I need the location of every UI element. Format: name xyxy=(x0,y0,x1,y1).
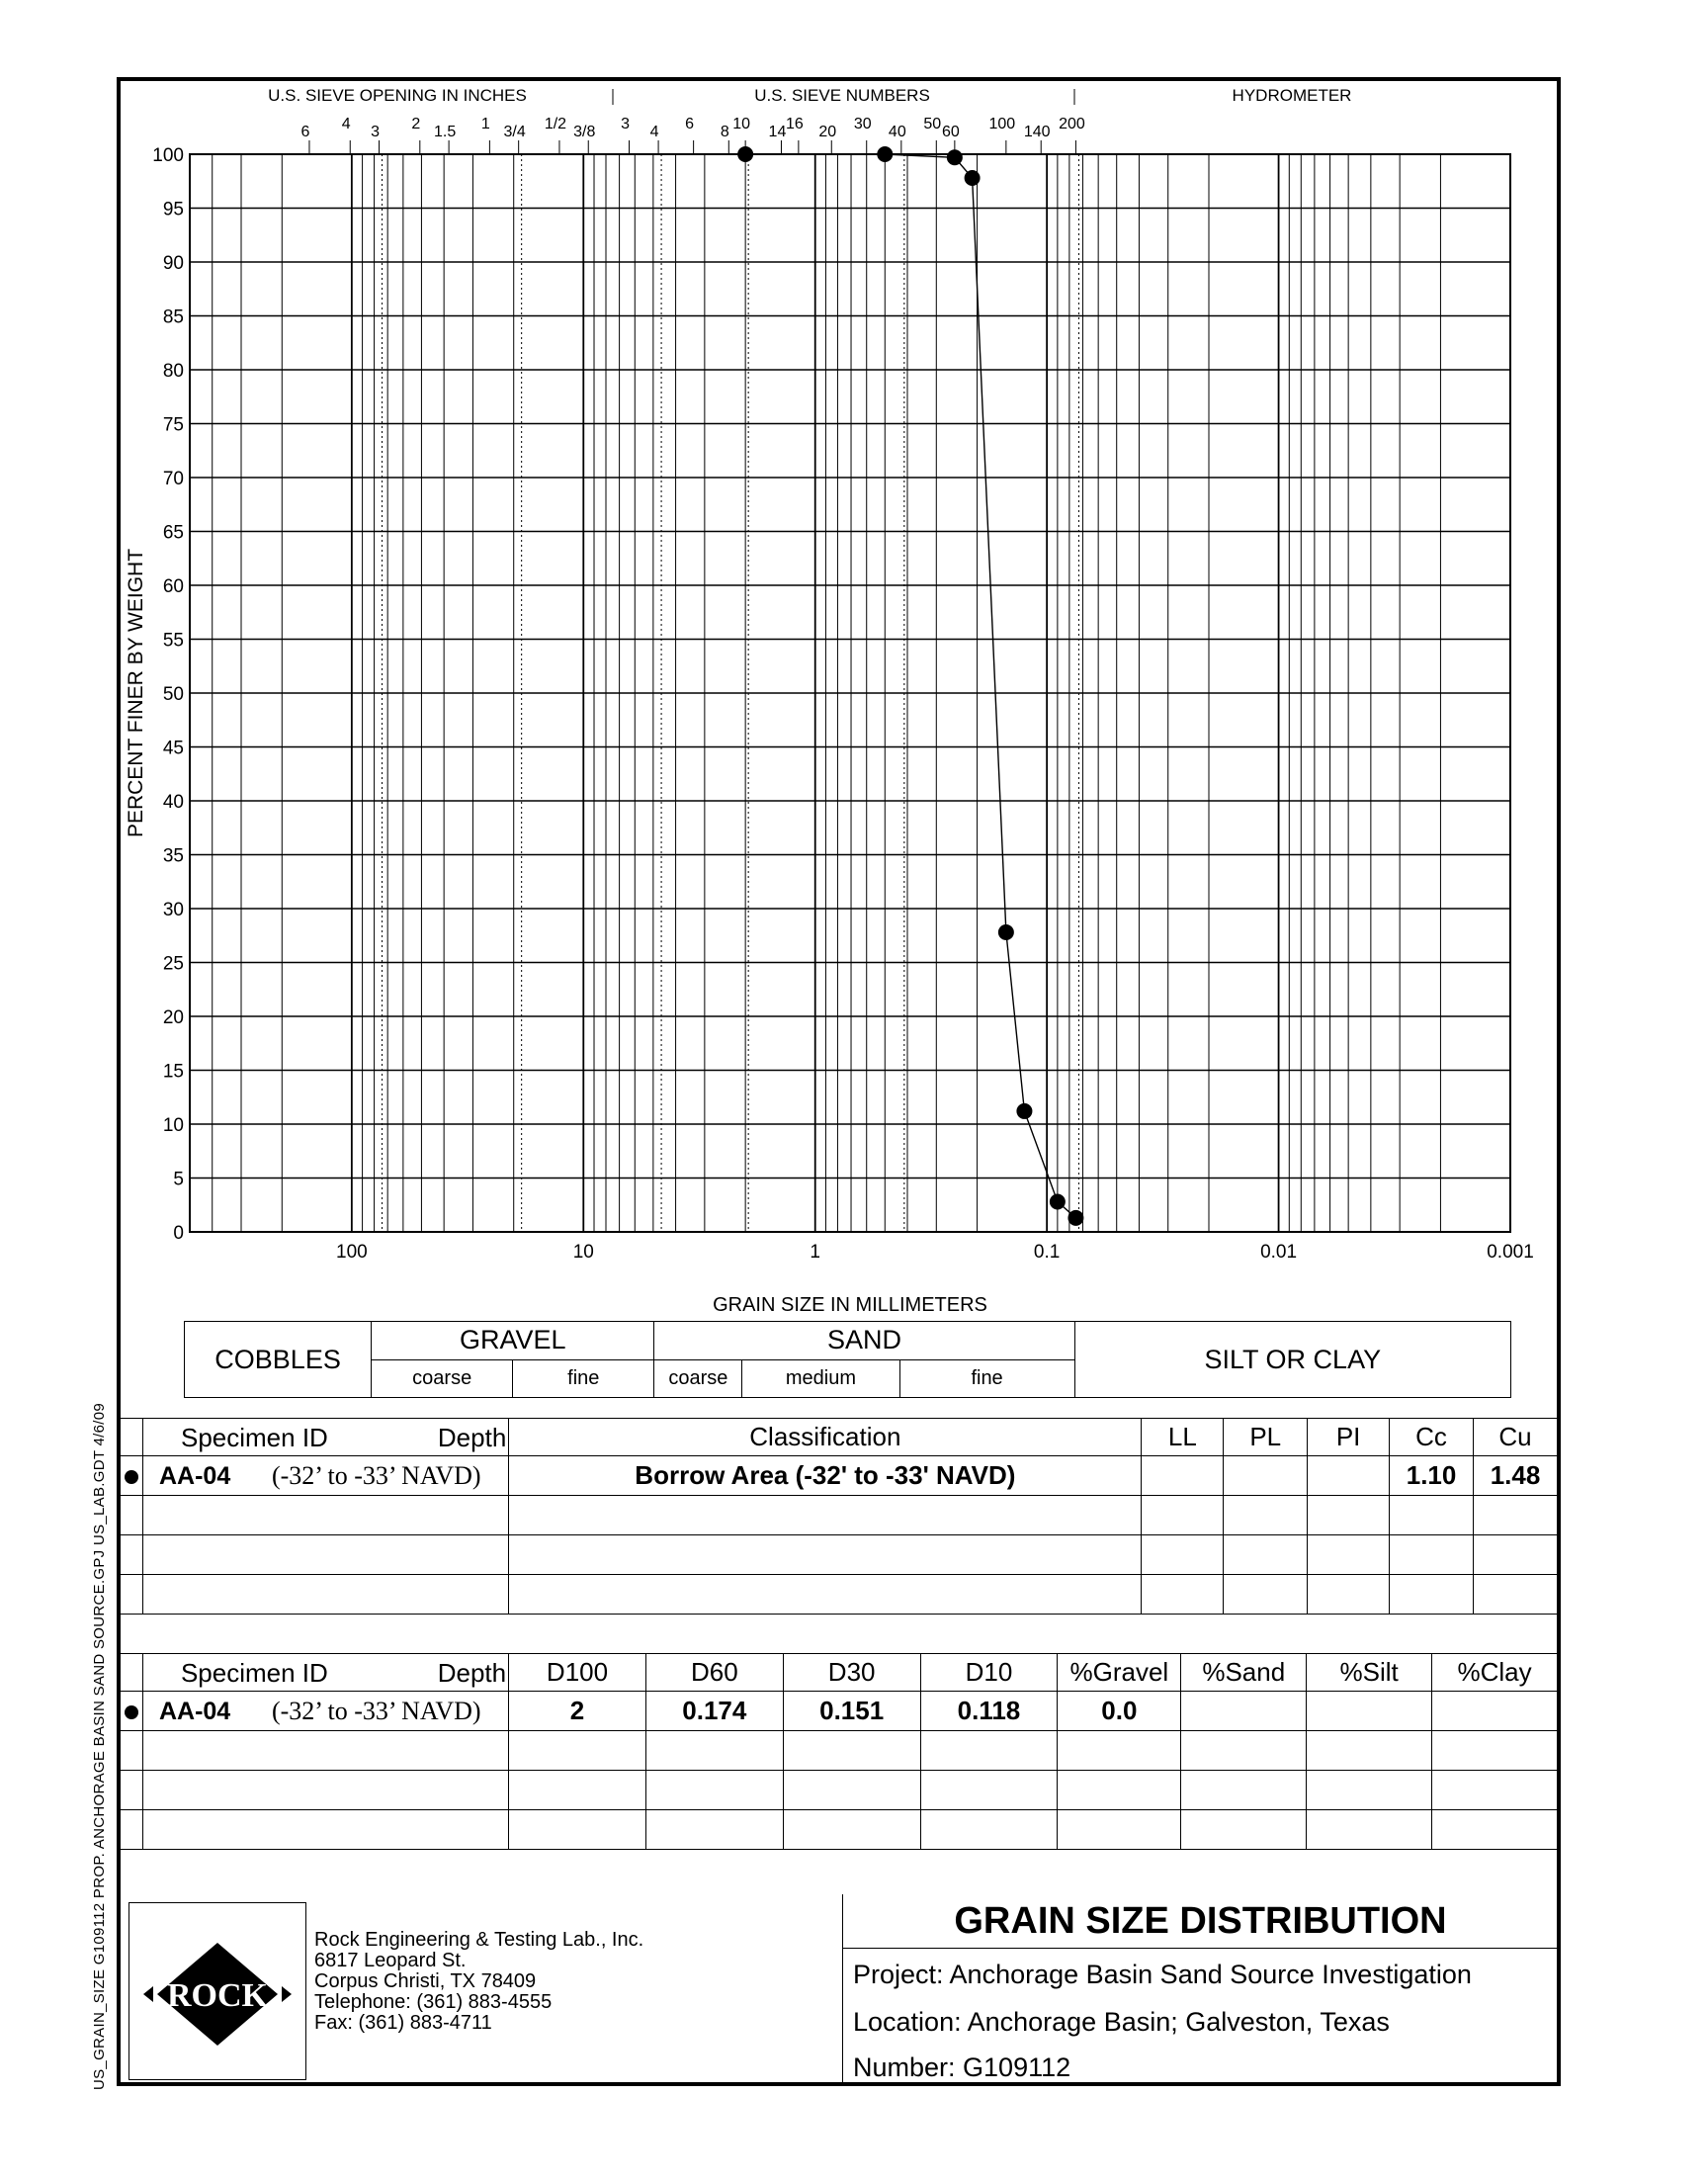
gravel-pct-value: 0.0 xyxy=(1058,1692,1181,1731)
cu-header: Cu xyxy=(1474,1419,1558,1456)
sieve-tick-label: 6 xyxy=(300,124,310,140)
sieve-tick-label: 4 xyxy=(649,124,659,140)
silt-clay-label: SILT OR CLAY xyxy=(1074,1322,1510,1398)
company-address-1: 6817 Leopard St. xyxy=(314,1950,467,1971)
company-logo xyxy=(128,1902,306,2080)
sieve-tick-label: 6 xyxy=(685,116,695,132)
company-address-2: Corpus Christi, TX 78409 xyxy=(314,1970,537,1992)
project-line: Project: Anchorage Basin Sand Source Investigation xyxy=(853,1960,1472,1989)
y-tick-label: 75 xyxy=(162,414,184,436)
classification-value: Borrow Area (-32' to -33' NAVD) xyxy=(509,1456,1142,1496)
y-tick-label: 85 xyxy=(162,306,184,328)
company-fax: Fax: (361) 883-4711 xyxy=(314,2012,492,2034)
title-block xyxy=(842,1894,1558,2086)
gravel-fine-label: fine xyxy=(513,1359,654,1398)
pi-header: PI xyxy=(1308,1419,1390,1456)
silt-pct-value xyxy=(1307,1692,1432,1731)
gravel-label: GRAVEL xyxy=(372,1322,654,1360)
report-title: GRAIN SIZE DISTRIBUTION xyxy=(843,1894,1558,1949)
sieve-tick-label: 3/8 xyxy=(573,124,596,140)
specimen-id-header: Specimen ID xyxy=(180,1423,328,1452)
ll-header: LL xyxy=(1142,1419,1224,1456)
x-tick-label: 1 xyxy=(810,1242,821,1263)
ll-value xyxy=(1142,1456,1224,1496)
y-tick-label: 0 xyxy=(173,1223,184,1244)
y-tick-label: 50 xyxy=(162,684,184,705)
classification-header: Classification xyxy=(509,1419,1142,1456)
sieve-tick-label: 3 xyxy=(621,116,630,132)
pl-value xyxy=(1224,1456,1308,1496)
specimen-id: AA-04 xyxy=(158,1462,231,1490)
data-point xyxy=(1016,1103,1032,1119)
report-frame xyxy=(117,77,1561,2086)
x-tick-label: 10 xyxy=(572,1242,594,1263)
y-tick-label: 90 xyxy=(162,253,184,274)
d30-header: D30 xyxy=(783,1654,920,1692)
company-info xyxy=(314,1930,643,2034)
y-tick-label: 5 xyxy=(173,1169,184,1190)
sieve-tick-label: 60 xyxy=(941,124,960,140)
file-path-label: US_GRAIN_SIZE G109112 PROP. ANCHORAGE BASIN SAND SOURCE.GPJ US_LAB.GDT 4/6/09 xyxy=(91,1402,108,2090)
grain-size-chart xyxy=(121,81,1557,1316)
sieve-tick-label: 14 xyxy=(768,124,787,140)
y-tick-label: 20 xyxy=(162,1007,184,1028)
data-point xyxy=(1068,1210,1083,1226)
x-tick-label: 100 xyxy=(336,1242,368,1263)
y-tick-label: 40 xyxy=(162,792,184,813)
cc-header: Cc xyxy=(1390,1419,1474,1456)
pi-value xyxy=(1308,1456,1390,1496)
sieve-header: U.S. SIEVE OPENING IN INCHES xyxy=(268,86,527,105)
pl-header: PL xyxy=(1224,1419,1308,1456)
d100-header: D100 xyxy=(509,1654,646,1692)
specimen-marker xyxy=(125,1470,138,1484)
y-tick-label: 55 xyxy=(162,630,184,652)
sieve-header: U.S. SIEVE NUMBERS xyxy=(754,86,930,105)
y-tick-label: 10 xyxy=(162,1115,184,1136)
sieve-header: HYDROMETER xyxy=(1232,86,1352,105)
specimen-depth-2: (-32’ to -33’ NAVD) xyxy=(271,1697,481,1725)
y-tick-label: 65 xyxy=(162,522,184,544)
y-axis-title: PERCENT FINER BY WEIGHT xyxy=(125,548,147,838)
y-tick-label: 25 xyxy=(162,953,184,975)
number-line: Number: G109112 xyxy=(853,2052,1071,2082)
d60-header: D60 xyxy=(645,1654,783,1692)
sieve-tick-label: 200 xyxy=(1059,116,1085,132)
logo-text: ROCK xyxy=(167,1977,268,2014)
cobbles-label: COBBLES xyxy=(185,1322,372,1398)
x-tick-label: 0.1 xyxy=(1033,1242,1061,1263)
sand-pct-value xyxy=(1181,1692,1307,1731)
gravel-coarse-label: coarse xyxy=(372,1359,513,1398)
company-phone: Telephone: (361) 883-4555 xyxy=(314,1991,553,2013)
sieve-tick-label: 1 xyxy=(480,116,490,132)
sieve-tick-label: 3 xyxy=(371,124,380,140)
cc-value: 1.10 xyxy=(1390,1456,1474,1496)
d30-value: 0.151 xyxy=(783,1692,920,1731)
specimen-classification-table xyxy=(120,1418,1558,1615)
sieve-tick-label: 16 xyxy=(785,116,804,132)
sieve-tick-label: 140 xyxy=(1023,124,1051,140)
clay-pct-header: %Clay xyxy=(1432,1654,1558,1692)
data-point xyxy=(877,146,893,162)
sieve-tick-label: 50 xyxy=(923,116,942,132)
y-tick-label: 45 xyxy=(162,738,184,759)
specimen-depth: (-32’ to -33’ NAVD) xyxy=(271,1461,481,1490)
y-tick-label: 100 xyxy=(152,145,184,166)
x-tick-label: 0.01 xyxy=(1260,1242,1298,1263)
y-tick-label: 95 xyxy=(162,199,184,220)
sand-label: SAND xyxy=(654,1322,1074,1360)
sieve-tick-label: 1/2 xyxy=(544,116,567,132)
sieve-tick-label: 10 xyxy=(732,116,751,132)
x-axis-title: GRAIN SIZE IN MILLIMETERS xyxy=(713,1294,987,1316)
y-tick-label: 70 xyxy=(162,469,184,489)
d10-header: D10 xyxy=(920,1654,1058,1692)
d60-value: 0.174 xyxy=(645,1692,783,1731)
location-line: Location: Anchorage Basin; Galveston, Texas xyxy=(853,2007,1390,2037)
cu-value: 1.48 xyxy=(1474,1456,1558,1496)
gravel-pct-header: %Gravel xyxy=(1058,1654,1181,1692)
gradation-curve xyxy=(745,154,1075,1218)
sand-coarse-label: coarse xyxy=(654,1359,742,1398)
sieve-tick-label: 3/4 xyxy=(503,124,526,140)
sieve-tick-label: 1.5 xyxy=(433,124,457,140)
x-tick-label: 0.001 xyxy=(1487,1242,1534,1263)
company-name: Rock Engineering & Testing Lab., Inc. xyxy=(314,1929,644,1951)
data-point xyxy=(947,149,963,165)
y-tick-label: 15 xyxy=(162,1061,184,1083)
depth-header-2: Depth xyxy=(437,1658,507,1688)
classification-band xyxy=(184,1321,1511,1398)
sieve-tick-label: 30 xyxy=(853,116,872,132)
sand-pct-header: %Sand xyxy=(1181,1654,1307,1692)
sieve-tick-label: 100 xyxy=(988,116,1016,132)
clay-pct-value xyxy=(1432,1692,1558,1731)
sand-medium-label: medium xyxy=(742,1359,899,1398)
sieve-tick-label: 4 xyxy=(341,116,351,132)
y-tick-label: 80 xyxy=(162,361,184,382)
sieve-tick-label: 40 xyxy=(888,124,906,140)
sieve-tick-label: 8 xyxy=(720,124,729,140)
y-tick-label: 60 xyxy=(162,576,184,597)
d100-value: 2 xyxy=(509,1692,646,1731)
y-tick-label: 35 xyxy=(162,845,184,867)
depth-header: Depth xyxy=(437,1423,507,1452)
data-point xyxy=(998,924,1014,940)
d10-value: 0.118 xyxy=(920,1692,1058,1731)
specimen-gradation-table xyxy=(120,1653,1558,1850)
sand-fine-label: fine xyxy=(899,1359,1074,1398)
data-point xyxy=(1050,1193,1066,1209)
specimen-id-header-2: Specimen ID xyxy=(180,1658,328,1688)
specimen-marker-2 xyxy=(125,1705,138,1719)
specimen-id-2: AA-04 xyxy=(158,1698,231,1725)
data-point xyxy=(965,170,981,186)
y-tick-label: 30 xyxy=(162,900,184,920)
sieve-tick-label: 2 xyxy=(411,116,421,132)
silt-pct-header: %Silt xyxy=(1307,1654,1432,1692)
sieve-tick-label: 20 xyxy=(818,124,837,140)
data-point xyxy=(737,146,753,162)
